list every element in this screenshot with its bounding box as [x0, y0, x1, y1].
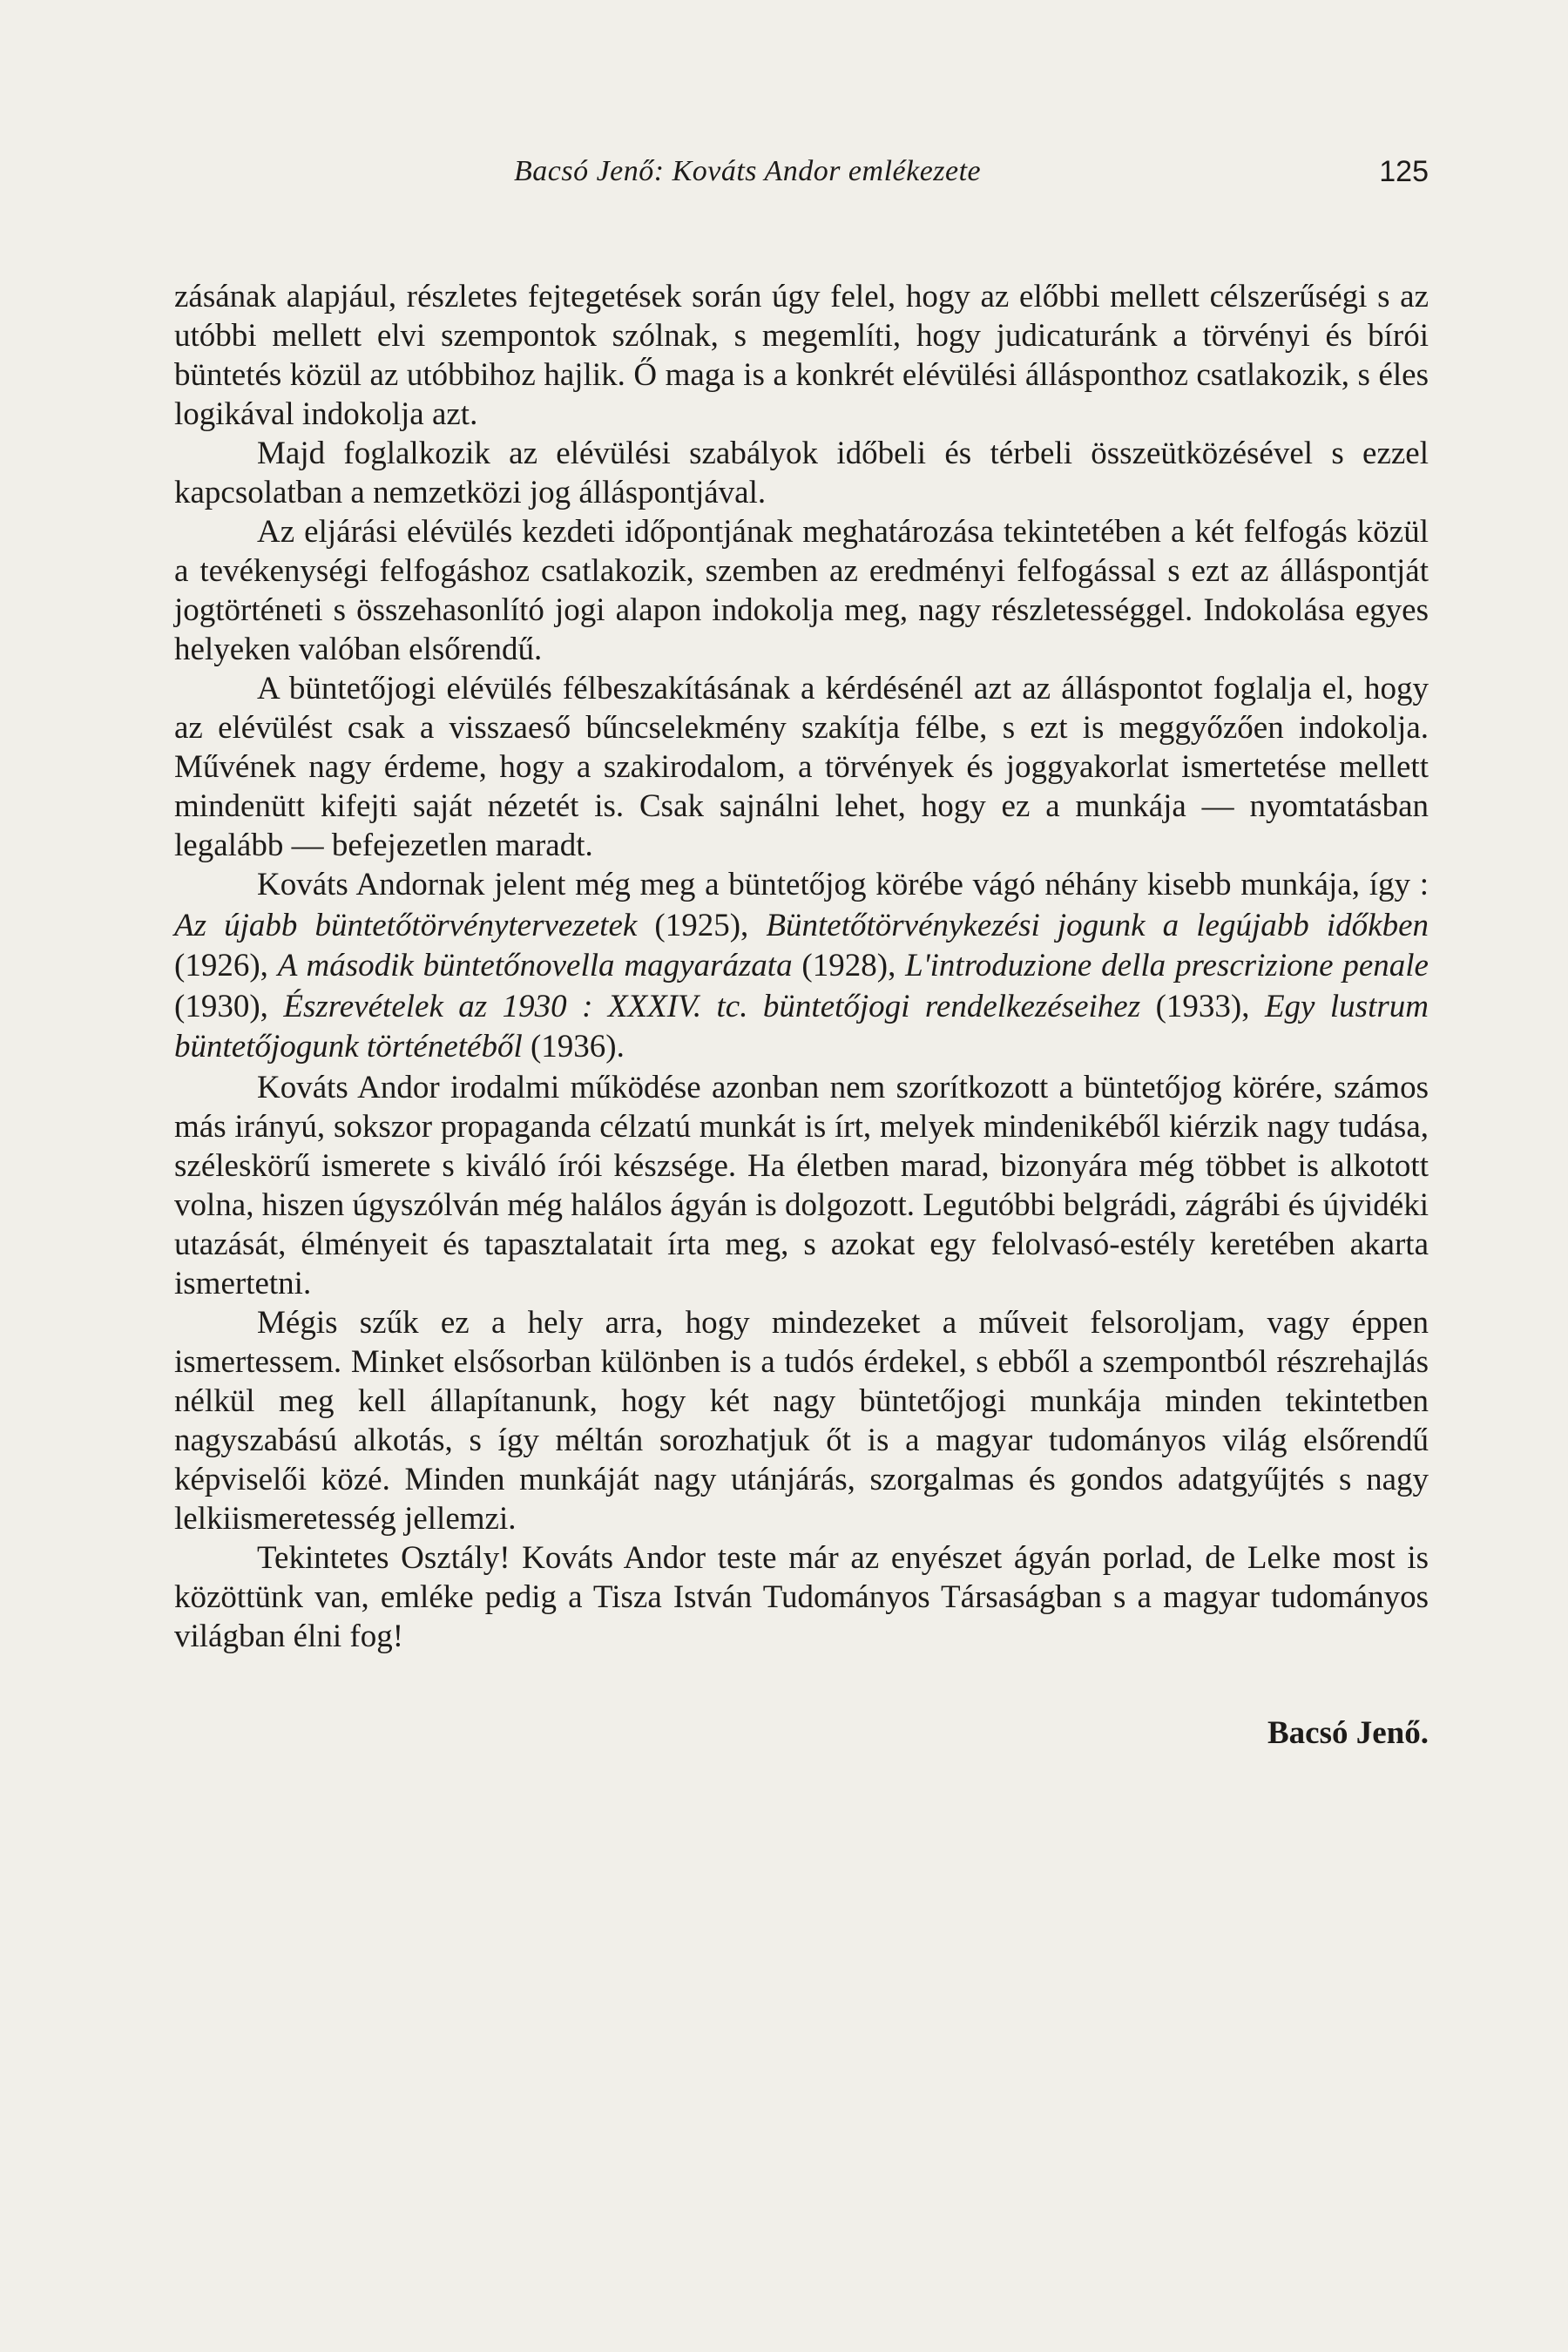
work-year: (1928),: [792, 948, 906, 983]
running-title: Bacsó Jenő: Kováts Andor emlékezete: [514, 155, 982, 187]
paragraph-2: Majd foglalkozik az elévülési szabályok időbeli és térbeli összeütközésével s ezzel kapcsolatban a nemzetközi jog álláspontjával.: [174, 436, 1429, 510]
work-year: (1936).: [522, 1029, 625, 1064]
work-year: (1930),: [174, 988, 284, 1024]
work-year: (1926),: [174, 948, 278, 983]
author-signature: Bacsó Jenő.: [1267, 1714, 1429, 1751]
work-title: A második büntetőnovella magyarázata: [277, 948, 793, 983]
paragraph-4: A büntetőjogi elévülés félbeszakításának a kérdésénél azt az álláspontot foglalja el, hogy az elévülést csak a visszaeső bűncselekmény szakítja félbe, s ezt is meggyőzően indokolja. Művének nagy érdeme, hogy a szakirodalom, a törvények és joggyakorlat ismertetése mellett mindenütt kifejti saját nézetét is. Csak sajnálni lehet, hogy ez a munkája — nyomtatásban legalább — befejezetlen maradt.: [174, 671, 1429, 863]
paragraph-6: Kováts Andor irodalmi működése azonban nem szorítkozott a büntetőjog körére, számos más irányú, sokszor propaganda célzatú munkát is írt, melyek mindenikéből kiérzik nagy tudása, széleskörű ismerete s kiváló írói készsége. Ha életben marad, bizonyára még többet is alkotott volna, hiszen úgyszólván még halálos ágyán is dolgozott. Legutóbbi belgrádi, zágrábi és újvidéki utazását, élményeit és tapasztalatait írta meg, s azokat egy felolvasó-estély keretében akarta ismertetni.: [174, 1069, 1429, 1301]
work-year: (1933),: [1140, 988, 1265, 1024]
work-year: (1925),: [637, 907, 767, 943]
work-title: L'introduzione della prescrizione penale: [905, 948, 1429, 983]
work-title: Észrevételek az 1930 : XXXIV. tc. büntetőjogi rendelkezéseihez: [283, 988, 1141, 1024]
paragraph-works-list: [174, 865, 1429, 1068]
work-title: Az újabb büntetőtörvénytervezetek: [174, 907, 638, 943]
body-text: [174, 277, 1429, 1753]
paragraph-7: Mégis szűk ez a hely arra, hogy mindezeket a műveit felsoroljam, vagy éppen ismertessem. Minket elsősorban különben is a tudós érdekel, s ebből a szempontból részrehajlás nélkül meg kell állapítanunk, hogy két nagy büntetőjogi munkája minden tekintetben nagyszabású alkotás, s így méltán sorozhatjuk őt is a magyar tudományos világ elsőrendű képviselői közé. Minden munkáját nagy utánjárás, szorgalmas és gondos adatgyűjtés s nagy lelkiismeretesség jellemzi.: [174, 1304, 1429, 1537]
works-intro: Kováts Andornak jelent még meg a büntetőjog körébe vágó néhány kisebb munkája, így :: [257, 867, 1429, 902]
running-header: [174, 155, 1429, 207]
paragraph-3: Az eljárási elévülés kezdeti időpontjának meghatározása tekintetében a két felfogás közül a tevékenységi felfogáshoz csatlakozik, szemben az eredményi felfogással s ezt az álláspontját jogtörténeti s összehasonlító jogi alapon indokolja meg, nagy részletességgel. Indokolása egyes helyeken valóban elsőrendű.: [174, 514, 1429, 667]
page-number: 125: [1379, 155, 1429, 188]
work-title: Büntetőtörvénykezési jogunk a legújabb időkben: [766, 907, 1429, 943]
paragraph-1: zásának alapjául, részletes fejtegetések során úgy felel, hogy az előbbi mellett célszerűségi s az utóbbi mellett elvi szempontok szólnak, s megemlíti, hogy judicaturánk a törvényi és bírói büntetés közül az utóbbihoz hajlik. Ő maga is a konkrét elévülési állásponthoz csatlakozik, s éles logikával indokolja azt.: [174, 279, 1429, 432]
work-title: Egy lustrum büntetőjogunk történetéből: [174, 988, 1429, 1064]
paragraph-8: Tekintetes Osztály! Kováts Andor teste már az enyészet ágyán porlad, de Lelke most is közöttünk van, emléke pedig a Tisza István Tudományos Társaságban s a magyar tudományos világban élni fog!: [174, 1539, 1429, 1654]
